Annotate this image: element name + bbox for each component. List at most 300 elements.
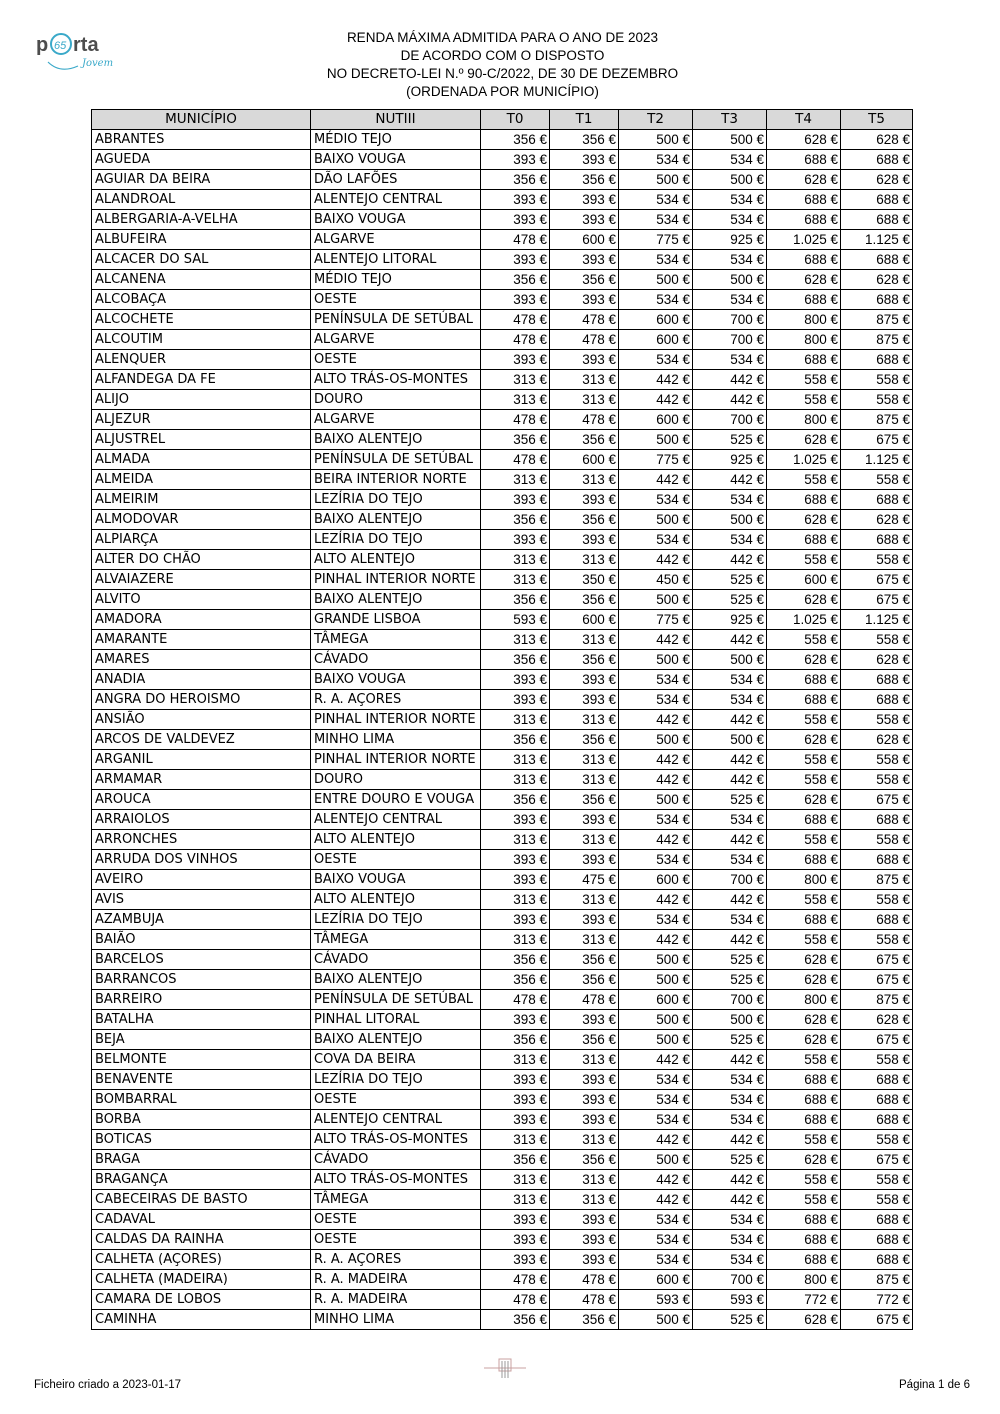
rent-cell: 478 € xyxy=(481,230,550,250)
rent-cell: 393 € xyxy=(550,1250,619,1270)
nutiii-cell: BAIXO ALENTEJO xyxy=(311,1030,481,1050)
nutiii-cell: ALTO TRÁS-OS-MONTES xyxy=(311,1170,481,1190)
rent-cell: 700 € xyxy=(693,410,767,430)
rent-cell: 628 € xyxy=(767,1030,841,1050)
column-header: T1 xyxy=(550,110,619,130)
rent-cell: 558 € xyxy=(841,1170,913,1190)
rent-cell: 688 € xyxy=(841,910,913,930)
table-row xyxy=(92,670,913,690)
nutiii-cell: DOURO xyxy=(311,390,481,410)
rent-cell: 393 € xyxy=(481,1250,550,1270)
rent-cell: 442 € xyxy=(693,470,767,490)
municipio-cell: AVEIRO xyxy=(92,870,311,890)
rent-cell: 534 € xyxy=(693,250,767,270)
municipio-cell: ARCOS DE VALDEVEZ xyxy=(92,730,311,750)
rent-cell: 688 € xyxy=(767,910,841,930)
nutiii-cell: PENÍNSULA DE SETÚBAL xyxy=(311,310,481,330)
rent-cell: 478 € xyxy=(550,410,619,430)
rent-cell: 393 € xyxy=(481,530,550,550)
rent-cell: 688 € xyxy=(767,210,841,230)
nutiii-cell: CÁVADO xyxy=(311,950,481,970)
rent-cell: 688 € xyxy=(841,350,913,370)
nutiii-cell: ALGARVE xyxy=(311,230,481,250)
logo-swoosh xyxy=(48,62,78,69)
rent-cell: 558 € xyxy=(841,930,913,950)
nutiii-cell: BAIXO ALENTEJO xyxy=(311,430,481,450)
rent-cell: 356 € xyxy=(550,1150,619,1170)
rent-cell: 688 € xyxy=(841,1230,913,1250)
rent-cell: 393 € xyxy=(481,150,550,170)
table-row xyxy=(92,1290,913,1310)
rent-cell: 525 € xyxy=(693,590,767,610)
nutiii-cell: MINHO LIMA xyxy=(311,730,481,750)
rent-cell: 313 € xyxy=(550,1170,619,1190)
rent-cell: 558 € xyxy=(767,390,841,410)
rent-cell: 558 € xyxy=(767,470,841,490)
rent-cell: 393 € xyxy=(550,910,619,930)
rent-cell: 558 € xyxy=(841,710,913,730)
nutiii-cell: OESTE xyxy=(311,850,481,870)
rent-cell: 800 € xyxy=(767,1270,841,1290)
rent-cell: 534 € xyxy=(693,150,767,170)
column-header: MUNICÍPIO xyxy=(92,110,311,130)
nutiii-cell: ALENTEJO CENTRAL xyxy=(311,190,481,210)
table-row xyxy=(92,1190,913,1210)
rent-cell: 442 € xyxy=(693,1050,767,1070)
rent-cell: 675 € xyxy=(841,950,913,970)
nutiii-cell: LEZÍRIA DO TEJO xyxy=(311,530,481,550)
rent-cell: 534 € xyxy=(693,910,767,930)
rent-cell: 393 € xyxy=(481,250,550,270)
rent-cell: 478 € xyxy=(550,1290,619,1310)
nutiii-cell: COVA DA BEIRA xyxy=(311,1050,481,1070)
rent-cell: 525 € xyxy=(693,430,767,450)
municipio-cell: BOTICAS xyxy=(92,1130,311,1150)
municipio-cell: ALPIARÇA xyxy=(92,530,311,550)
rent-cell: 525 € xyxy=(693,1310,767,1330)
rent-cell: 356 € xyxy=(481,730,550,750)
rent-cell: 313 € xyxy=(550,370,619,390)
rent-cell: 688 € xyxy=(767,810,841,830)
rent-cell: 628 € xyxy=(767,510,841,530)
rent-cell: 534 € xyxy=(693,530,767,550)
table-row xyxy=(92,650,913,670)
rent-cell: 688 € xyxy=(767,1110,841,1130)
rent-cell: 688 € xyxy=(841,670,913,690)
rent-cell: 313 € xyxy=(481,1190,550,1210)
municipio-cell: AMARES xyxy=(92,650,311,670)
rent-cell: 534 € xyxy=(693,1070,767,1090)
rent-cell: 356 € xyxy=(550,790,619,810)
rent-cell: 356 € xyxy=(481,650,550,670)
rent-cell: 600 € xyxy=(619,870,693,890)
rent-cell: 313 € xyxy=(550,630,619,650)
rent-cell: 534 € xyxy=(619,490,693,510)
table-row xyxy=(92,830,913,850)
municipio-cell: ALANDROAL xyxy=(92,190,311,210)
rent-cell: 700 € xyxy=(693,1270,767,1290)
table-header-row xyxy=(92,110,913,130)
rent-cell: 600 € xyxy=(767,570,841,590)
logo-number: 65 xyxy=(54,40,67,52)
rent-cell: 1.125 € xyxy=(841,450,913,470)
rent-cell: 442 € xyxy=(693,370,767,390)
rent-cell: 356 € xyxy=(550,170,619,190)
municipio-cell: ANADIA xyxy=(92,670,311,690)
rent-cell: 313 € xyxy=(550,830,619,850)
rent-cell: 628 € xyxy=(767,270,841,290)
footer-page-number: Página 1 de 6 xyxy=(899,1379,970,1391)
rent-cell: 1.125 € xyxy=(841,230,913,250)
municipio-cell: AGUEDA xyxy=(92,150,311,170)
municipio-cell: CAMINHA xyxy=(92,1310,311,1330)
table-row xyxy=(92,610,913,630)
rent-cell: 393 € xyxy=(550,350,619,370)
rent-cell: 393 € xyxy=(550,1210,619,1230)
rent-cell: 628 € xyxy=(767,1310,841,1330)
municipio-cell: ARMAMAR xyxy=(92,770,311,790)
rent-cell: 442 € xyxy=(619,770,693,790)
rent-cell: 500 € xyxy=(619,970,693,990)
municipio-cell: ALCOUTIM xyxy=(92,330,311,350)
rent-cell: 442 € xyxy=(693,890,767,910)
table-row xyxy=(92,490,913,510)
nutiii-cell: TÂMEGA xyxy=(311,630,481,650)
rent-cell: 675 € xyxy=(841,1150,913,1170)
rent-cell: 525 € xyxy=(693,790,767,810)
rent-cell: 313 € xyxy=(481,930,550,950)
rent-cell: 356 € xyxy=(550,430,619,450)
rent-cell: 393 € xyxy=(550,670,619,690)
nutiii-cell: BAIXO VOUGA xyxy=(311,150,481,170)
municipio-cell: ALTER DO CHÃO xyxy=(92,550,311,570)
municipio-cell: ARGANIL xyxy=(92,750,311,770)
rent-cell: 350 € xyxy=(550,570,619,590)
municipio-cell: ALCANENA xyxy=(92,270,311,290)
rent-cell: 600 € xyxy=(550,610,619,630)
nutiii-cell: ALENTEJO LITORAL xyxy=(311,250,481,270)
rent-cell: 534 € xyxy=(693,190,767,210)
rent-cell: 688 € xyxy=(767,290,841,310)
column-header: T0 xyxy=(481,110,550,130)
table-row xyxy=(92,390,913,410)
title-line: DE ACORDO COM O DISPOSTO xyxy=(400,48,605,63)
rent-cell: 925 € xyxy=(693,230,767,250)
rent-cell: 442 € xyxy=(693,1190,767,1210)
rent-cell: 534 € xyxy=(693,850,767,870)
rent-cell: 442 € xyxy=(693,390,767,410)
rent-cell: 534 € xyxy=(619,250,693,270)
rent-cell: 393 € xyxy=(550,1070,619,1090)
rent-cell: 875 € xyxy=(841,330,913,350)
rent-cell: 688 € xyxy=(841,150,913,170)
rent-cell: 688 € xyxy=(841,1070,913,1090)
rent-cell: 356 € xyxy=(481,970,550,990)
rent-cell: 534 € xyxy=(693,210,767,230)
rent-cell: 442 € xyxy=(619,1190,693,1210)
rent-cell: 688 € xyxy=(841,290,913,310)
rent-cell: 534 € xyxy=(619,290,693,310)
rent-cell: 356 € xyxy=(550,270,619,290)
municipio-cell: ALBUFEIRA xyxy=(92,230,311,250)
municipio-cell: AVIS xyxy=(92,890,311,910)
table-row xyxy=(92,1310,913,1330)
rent-cell: 356 € xyxy=(550,650,619,670)
table-row xyxy=(92,990,913,1010)
table-row xyxy=(92,410,913,430)
table-row xyxy=(92,210,913,230)
rent-cell: 558 € xyxy=(841,830,913,850)
rent-cell: 442 € xyxy=(619,630,693,650)
rent-cell: 558 € xyxy=(841,390,913,410)
rent-cell: 628 € xyxy=(841,730,913,750)
rent-cell: 534 € xyxy=(693,1230,767,1250)
logo-letter-p: p xyxy=(36,34,49,56)
porta65-logo-graphic xyxy=(34,26,124,76)
rent-cell: 558 € xyxy=(767,710,841,730)
municipio-cell: BAIÃO xyxy=(92,930,311,950)
table-row xyxy=(92,1090,913,1110)
rent-cell: 356 € xyxy=(481,270,550,290)
rent-cell: 688 € xyxy=(841,1250,913,1270)
rent-cell: 393 € xyxy=(550,1010,619,1030)
municipio-cell: ARRAIOLOS xyxy=(92,810,311,830)
rent-cell: 628 € xyxy=(841,130,913,150)
rent-cell: 442 € xyxy=(619,390,693,410)
rent-cell: 500 € xyxy=(619,950,693,970)
rent-cell: 628 € xyxy=(767,790,841,810)
rent-cell: 558 € xyxy=(841,750,913,770)
rent-cell: 534 € xyxy=(693,1210,767,1230)
rent-cell: 525 € xyxy=(693,950,767,970)
municipio-cell: CAMARA DE LOBOS xyxy=(92,1290,311,1310)
table-row xyxy=(92,970,913,990)
rent-cell: 558 € xyxy=(767,550,841,570)
rent-cell: 775 € xyxy=(619,450,693,470)
rent-cell: 600 € xyxy=(619,310,693,330)
nutiii-cell: TÂMEGA xyxy=(311,930,481,950)
municipio-cell: AGUIAR DA BEIRA xyxy=(92,170,311,190)
rent-table xyxy=(91,109,913,1330)
rent-cell: 688 € xyxy=(767,670,841,690)
rent-cell: 628 € xyxy=(767,170,841,190)
table-row xyxy=(92,1210,913,1230)
rent-cell: 688 € xyxy=(767,850,841,870)
table-row xyxy=(92,270,913,290)
table-row xyxy=(92,590,913,610)
rent-cell: 313 € xyxy=(481,1170,550,1190)
table-row xyxy=(92,530,913,550)
rent-cell: 688 € xyxy=(767,530,841,550)
rent-cell: 558 € xyxy=(841,470,913,490)
municipio-cell: ALVITO xyxy=(92,590,311,610)
municipio-cell: BORBA xyxy=(92,1110,311,1130)
table-row xyxy=(92,1250,913,1270)
table-row xyxy=(92,190,913,210)
rent-cell: 313 € xyxy=(481,710,550,730)
rent-cell: 478 € xyxy=(481,310,550,330)
rent-cell: 500 € xyxy=(693,650,767,670)
municipio-cell: BENAVENTE xyxy=(92,1070,311,1090)
rent-cell: 775 € xyxy=(619,230,693,250)
rent-cell: 313 € xyxy=(481,550,550,570)
nutiii-cell: BAIXO VOUGA xyxy=(311,670,481,690)
rent-cell: 875 € xyxy=(841,990,913,1010)
rent-cell: 478 € xyxy=(481,1290,550,1310)
rent-cell: 442 € xyxy=(619,1170,693,1190)
table-row xyxy=(92,890,913,910)
table-row xyxy=(92,790,913,810)
municipio-cell: AMARANTE xyxy=(92,630,311,650)
nutiii-cell: CÁVADO xyxy=(311,650,481,670)
rent-cell: 313 € xyxy=(481,570,550,590)
rent-cell: 393 € xyxy=(481,210,550,230)
rent-cell: 675 € xyxy=(841,1030,913,1050)
rent-cell: 356 € xyxy=(481,510,550,530)
rent-cell: 628 € xyxy=(841,510,913,530)
rent-cell: 534 € xyxy=(693,1250,767,1270)
table-row xyxy=(92,150,913,170)
rent-cell: 628 € xyxy=(767,1010,841,1030)
rent-cell: 500 € xyxy=(619,430,693,450)
rent-cell: 700 € xyxy=(693,870,767,890)
rent-cell: 675 € xyxy=(841,430,913,450)
rent-cell: 313 € xyxy=(550,930,619,950)
rent-cell: 534 € xyxy=(693,690,767,710)
municipio-cell: ALENQUER xyxy=(92,350,311,370)
rent-cell: 356 € xyxy=(550,1310,619,1330)
rent-cell: 534 € xyxy=(619,190,693,210)
rent-cell: 558 € xyxy=(767,1130,841,1150)
rent-cell: 393 € xyxy=(550,150,619,170)
rent-cell: 628 € xyxy=(841,1010,913,1030)
rent-cell: 313 € xyxy=(550,1050,619,1070)
table-row xyxy=(92,570,913,590)
rent-cell: 393 € xyxy=(550,210,619,230)
seal-stamp xyxy=(482,1356,528,1382)
rent-cell: 500 € xyxy=(619,1150,693,1170)
nutiii-cell: LEZÍRIA DO TEJO xyxy=(311,490,481,510)
rent-cell: 628 € xyxy=(767,970,841,990)
rent-cell: 313 € xyxy=(481,630,550,650)
municipio-cell: ALMEIRIM xyxy=(92,490,311,510)
rent-cell: 675 € xyxy=(841,570,913,590)
municipio-cell: ALMODOVAR xyxy=(92,510,311,530)
porta65-logo xyxy=(34,26,124,76)
rent-cell: 628 € xyxy=(767,1150,841,1170)
rent-cell: 593 € xyxy=(619,1290,693,1310)
rent-cell: 313 € xyxy=(550,550,619,570)
rent-cell: 313 € xyxy=(481,750,550,770)
table-row xyxy=(92,850,913,870)
nutiii-cell: ALGARVE xyxy=(311,330,481,350)
rent-cell: 688 € xyxy=(841,690,913,710)
rent-cell: 558 € xyxy=(841,1130,913,1150)
rent-cell: 525 € xyxy=(693,570,767,590)
rent-cell: 600 € xyxy=(550,230,619,250)
nutiii-cell: ALENTEJO CENTRAL xyxy=(311,810,481,830)
rent-cell: 313 € xyxy=(550,710,619,730)
rent-cell: 356 € xyxy=(550,730,619,750)
rent-cell: 442 € xyxy=(693,1130,767,1150)
table-row xyxy=(92,1050,913,1070)
table-row xyxy=(92,1010,913,1030)
rent-cell: 313 € xyxy=(481,1050,550,1070)
rent-cell: 534 € xyxy=(619,350,693,370)
nutiii-cell: R. A. MADEIRA xyxy=(311,1290,481,1310)
rent-cell: 393 € xyxy=(550,1230,619,1250)
rent-cell: 558 € xyxy=(841,550,913,570)
rent-cell: 800 € xyxy=(767,990,841,1010)
nutiii-cell: ALTO TRÁS-OS-MONTES xyxy=(311,370,481,390)
nutiii-cell: R. A. MADEIRA xyxy=(311,1270,481,1290)
table-row xyxy=(92,310,913,330)
rent-cell: 593 € xyxy=(693,1290,767,1310)
rent-cell: 500 € xyxy=(619,590,693,610)
table-row xyxy=(92,250,913,270)
rent-cell: 356 € xyxy=(550,590,619,610)
rent-cell: 534 € xyxy=(619,1210,693,1230)
municipio-cell: CALDAS DA RAINHA xyxy=(92,1230,311,1250)
rent-cell: 534 € xyxy=(619,910,693,930)
rent-cell: 500 € xyxy=(619,1030,693,1050)
logo-letters-rta: rta xyxy=(73,34,99,56)
title-line: NO DECRETO-LEI N.º 90-C/2022, DE 30 DE DEZEMBRO xyxy=(326,66,679,81)
nutiii-cell: ALENTEJO CENTRAL xyxy=(311,1110,481,1130)
rent-cell: 442 € xyxy=(619,890,693,910)
rent-cell: 558 € xyxy=(841,770,913,790)
rent-cell: 688 € xyxy=(767,150,841,170)
rent-cell: 534 € xyxy=(619,530,693,550)
rent-cell: 393 € xyxy=(481,1210,550,1230)
rent-cell: 313 € xyxy=(550,750,619,770)
rent-cell: 313 € xyxy=(481,770,550,790)
nutiii-cell: PENÍNSULA DE SETÚBAL xyxy=(311,990,481,1010)
rent-cell: 500 € xyxy=(693,730,767,750)
nutiii-cell: OESTE xyxy=(311,1090,481,1110)
rent-cell: 500 € xyxy=(693,510,767,530)
rent-cell: 478 € xyxy=(550,1270,619,1290)
nutiii-cell: DOURO xyxy=(311,770,481,790)
table-row xyxy=(92,510,913,530)
rent-cell: 393 € xyxy=(550,1110,619,1130)
municipio-cell: ARRUDA DOS VINHOS xyxy=(92,850,311,870)
municipio-cell: AMADORA xyxy=(92,610,311,630)
municipio-cell: ALBERGARIA-A-VELHA xyxy=(92,210,311,230)
rent-cell: 628 € xyxy=(841,170,913,190)
rent-cell: 558 € xyxy=(841,630,913,650)
rent-cell: 700 € xyxy=(693,330,767,350)
municipio-cell: BRAGA xyxy=(92,1150,311,1170)
rent-cell: 313 € xyxy=(550,390,619,410)
rent-cell: 628 € xyxy=(841,650,913,670)
logo-script: Jovem xyxy=(82,58,114,69)
rent-cell: 1.025 € xyxy=(767,610,841,630)
rent-cell: 688 € xyxy=(767,1250,841,1270)
nutiii-cell: R. A. AÇORES xyxy=(311,1250,481,1270)
municipio-cell: ALJEZUR xyxy=(92,410,311,430)
rent-cell: 500 € xyxy=(619,790,693,810)
rent-cell: 772 € xyxy=(767,1290,841,1310)
column-header: NUTIII xyxy=(311,110,481,130)
municipio-cell: ABRANTES xyxy=(92,130,311,150)
rent-cell: 313 € xyxy=(550,470,619,490)
nutiii-cell: TÂMEGA xyxy=(311,1190,481,1210)
rent-cell: 688 € xyxy=(767,350,841,370)
rent-cell: 688 € xyxy=(767,490,841,510)
rent-cell: 675 € xyxy=(841,1310,913,1330)
table-row xyxy=(92,450,913,470)
